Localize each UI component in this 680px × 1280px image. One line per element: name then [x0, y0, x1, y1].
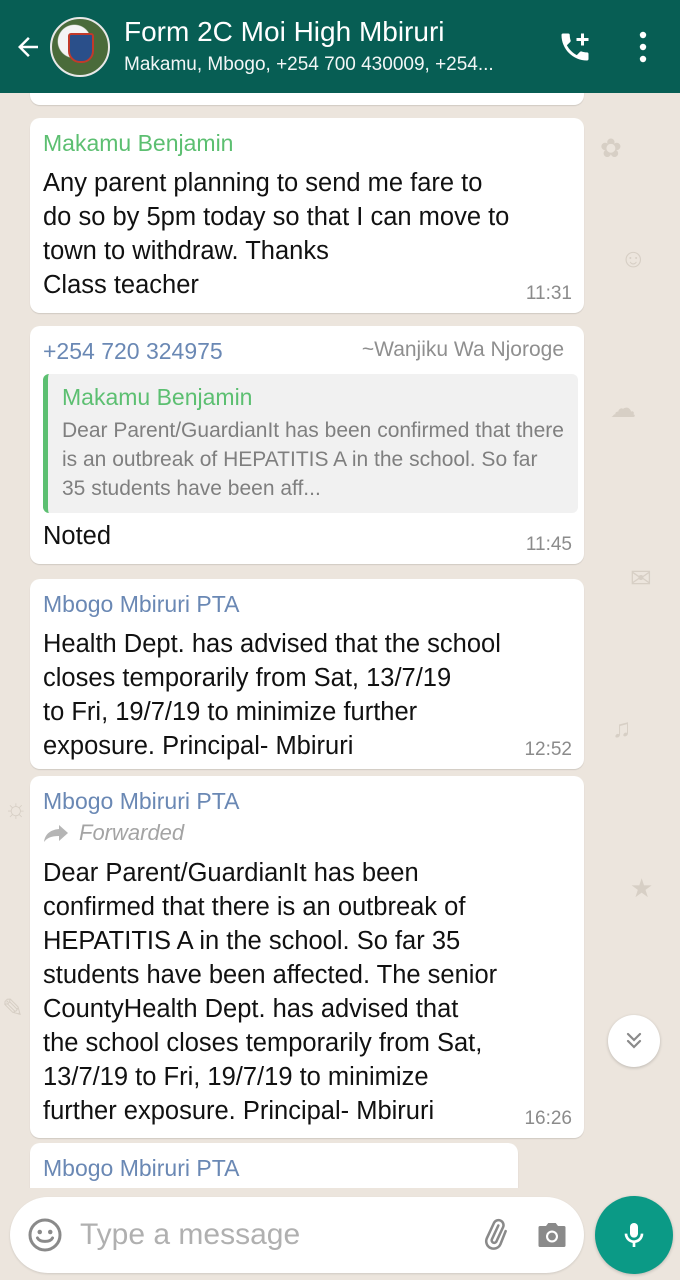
- group-title: Form 2C Moi High Mbiruri: [124, 16, 445, 47]
- message-text: Any parent planning to send me fare to do so by 5pm today so that I can move to town to withdraw. Thanks Class teacher: [43, 169, 510, 299]
- forward-arrow-icon: [43, 823, 69, 843]
- voice-record-button[interactable]: [595, 1196, 673, 1274]
- wallpaper-doodle: ☼: [4, 793, 28, 823]
- message-sender[interactable]: Mbogo Mbiruri PTA: [43, 591, 240, 617]
- attach-button[interactable]: [470, 1218, 520, 1252]
- chat-area[interactable]: [0, 93, 680, 1188]
- wallpaper-doodle: ♫: [612, 713, 632, 743]
- message-time: 11:31: [525, 283, 572, 304]
- forwarded-indicator: [43, 820, 570, 846]
- camera-button[interactable]: [520, 1217, 584, 1253]
- paperclip-icon: [478, 1218, 512, 1252]
- scroll-to-bottom-button[interactable]: [608, 1015, 660, 1067]
- chat-header: [0, 0, 680, 93]
- double-chevron-down-icon: [622, 1029, 646, 1053]
- message-time: 16:26: [524, 1108, 572, 1129]
- message-text: Dear Parent/GuardianIt has been confirmed that there is an outbreak of HEPATITIS A in the school. So far 35 students have been affected. The senior CountyHealth Dept. has advised that the school closes temporarily from Sat, 13/7/19 to Fri, 19/7/19 to minimize further exposure. Principal- Mbiruri: [43, 859, 498, 1125]
- message-composer: [10, 1197, 584, 1273]
- camera-icon: [534, 1217, 570, 1253]
- quoted-sender: Makamu Benjamin: [62, 384, 253, 410]
- message-text: Noted: [43, 522, 112, 550]
- message-time: 11:45: [525, 534, 572, 555]
- wallpaper-doodle: ✿: [600, 133, 622, 163]
- message-bubble[interactable]: [30, 118, 584, 313]
- wallpaper-doodle: ☺: [620, 243, 647, 273]
- group-participants: Makamu, Mbogo, +254 700 430009, +254...: [124, 54, 494, 75]
- sender-alias: ~Wanjiku Wa Njoroge: [361, 338, 564, 361]
- add-call-icon: [557, 29, 593, 65]
- mic-icon: [618, 1219, 650, 1251]
- back-button[interactable]: [6, 17, 50, 77]
- group-info[interactable]: [124, 15, 550, 78]
- message-sender[interactable]: Mbogo Mbiruri PTA: [43, 1155, 240, 1181]
- quoted-text: Dear Parent/GuardianIt has been confirmed that there is an outbreak of HEPATITIS A in the school. So far 35 students have been aff...: [62, 419, 564, 500]
- more-vert-icon: [638, 31, 648, 63]
- message-bubble[interactable]: [30, 579, 584, 769]
- group-avatar[interactable]: [50, 17, 110, 77]
- wallpaper-doodle: ✉: [630, 563, 652, 593]
- wallpaper-doodle: ☁: [610, 393, 636, 423]
- message-input[interactable]: Type a message: [80, 1218, 301, 1251]
- message-text: Health Dept. has advised that the school closes temporarily from Sat, 13/7/19 to Fri, 19/7/19 to minimize further exposure. Principal- Mbiruri: [43, 630, 501, 760]
- emoji-button[interactable]: [10, 1217, 80, 1253]
- message-bubble[interactable]: [30, 326, 584, 564]
- message-sender[interactable]: +254 720 324975: [43, 338, 223, 364]
- previous-message-bubble[interactable]: [30, 93, 584, 105]
- message-bubble[interactable]: [30, 1143, 518, 1188]
- arrow-left-icon: [13, 32, 43, 62]
- forwarded-label: Forwarded: [79, 820, 185, 845]
- wallpaper-doodle: ★: [630, 873, 654, 903]
- message-sender[interactable]: Mbogo Mbiruri PTA: [43, 788, 240, 814]
- add-call-button[interactable]: [550, 17, 600, 77]
- emoji-icon: [27, 1217, 63, 1253]
- wallpaper-doodle: ✎: [2, 993, 24, 1023]
- more-options-button[interactable]: [618, 17, 668, 77]
- message-time: 12:52: [524, 739, 572, 760]
- quoted-message[interactable]: [43, 374, 578, 513]
- message-bubble[interactable]: [30, 776, 584, 1138]
- message-sender[interactable]: Makamu Benjamin: [43, 130, 234, 156]
